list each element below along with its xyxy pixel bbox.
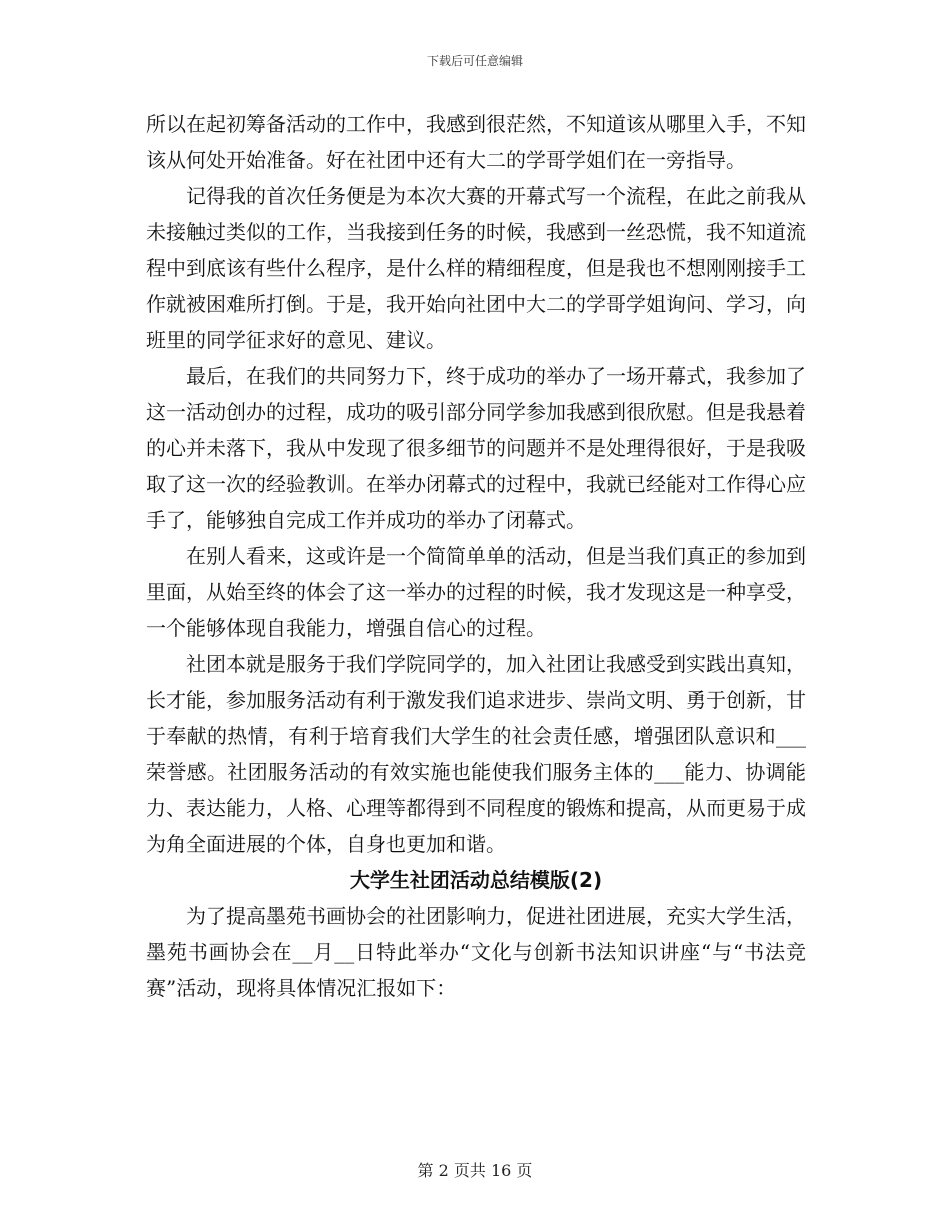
- section-title: 大学生社团活动总结模版(2): [349, 868, 603, 892]
- page-header: 下载后可任意编辑: [426, 54, 523, 68]
- paragraph-reflection: 在别人看来，这或许是一个简简单单的活动，但是当我们真正的参加到里面，从始至终的体会了这一举办的过程的时候，我才发现这是一种享受，一个能够体现自我能力，增强自信心的过程。: [146, 544, 806, 640]
- paragraph-first-task: 记得我的首次任务便是为本次大赛的开幕式写一个流程，在此之前我从未接触过类似的工作，当我接到任务的时候，我感到一丝恐慌，我不知道流程中到底该有些什么程序，是什么样的精细程度，但是我也不想刚刚接手工作就被困难所打倒。于是，我开始向社团中大二的学哥学姐询问、学习，向班里的同学征求好的意见、建议。: [146, 184, 806, 352]
- paragraph-calligraphy-event: 为了提高墨苑书画协会的社团影响力，促进社团进展，充实大学生活，墨苑书画协会在__月__日特此举办“文化与创新书法知识讲座“与“书法竞赛”活动，现将具体情况汇报如下：: [146, 904, 806, 1000]
- document-body: [146, 106, 806, 1006]
- paragraph-club-service: 社团本就是服务于我们学院同学的，加入社团让我感受到实践出真知，长才能，参加服务活动有利于激发我们追求进步、崇尚文明、勇于创新，甘于奉献的热情，有利于培育我们大学生的社会责任感，增强团队意识和___荣誉感。社团服务活动的有效实施也能使我们服务主体的___能力、协调能力、表达能力，人格、心理等都得到不同程度的锻炼和提高，从而更易于成为角全面进展的个体，自身也更加和谐。: [146, 652, 806, 856]
- paragraph-continuation: 所以在起初筹备活动的工作中，我感到很茫然，不知道该从哪里入手，不知该从何处开始准备。好在社团中还有大二的学哥学姐们在一旁指导。: [146, 112, 806, 172]
- page-footer: 第 2 页共 16 页: [417, 1161, 533, 1180]
- paragraph-opening-ceremony: 最后，在我们的共同努力下，终于成功的举办了一场开幕式，我参加了这一活动创办的过程，成功的吸引部分同学参加我感到很欣慰。但是我悬着的心并未落下，我从中发现了很多细节的问题并不是处理得很好，于是我吸取了这一次的经验教训。在举办闭幕式的过程中，我就已经能对工作得心应手了，能够独自完成工作并成功的举办了闭幕式。: [146, 364, 806, 532]
